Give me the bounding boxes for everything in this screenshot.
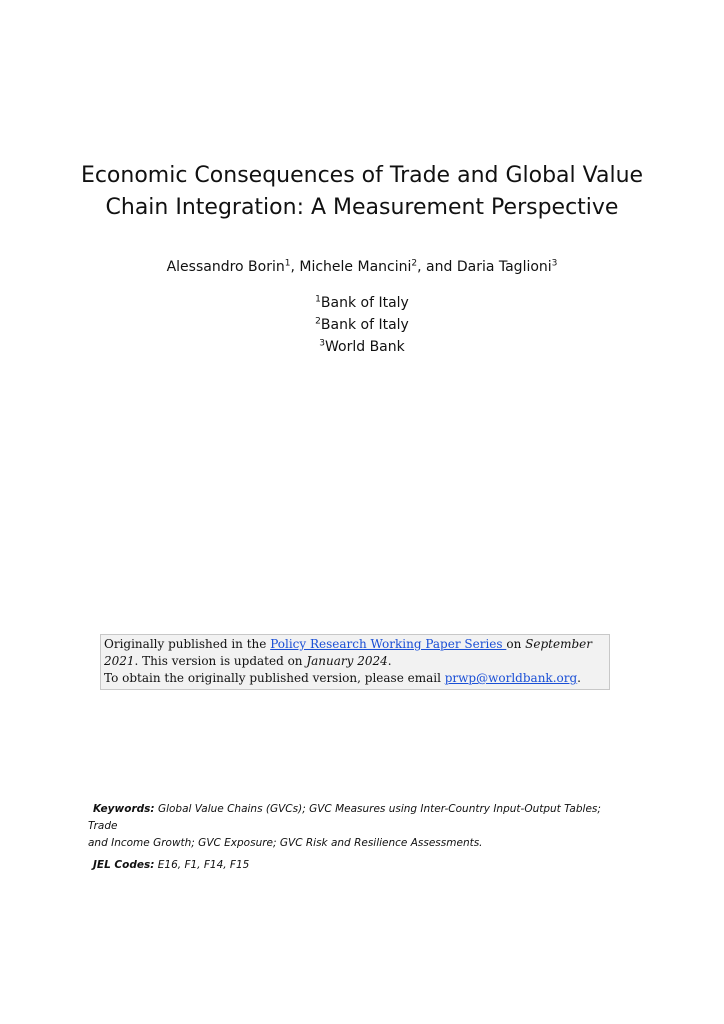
affiliation-mark: 1 — [315, 294, 321, 305]
published-date: September — [525, 637, 592, 651]
affiliation-name: Bank of Italy — [320, 317, 409, 333]
title-line-2: Chain Integration: A Measurement Perspective — [105, 195, 619, 220]
publication-note-box — [100, 634, 610, 690]
affiliation-item — [0, 336, 724, 358]
jel-label: JEL Codes: — [93, 859, 155, 871]
affiliation-list — [0, 292, 724, 358]
author-separator: , — [290, 259, 300, 275]
updated-date: January 2024 — [306, 654, 388, 668]
author-mark: 3 — [551, 258, 558, 269]
keywords-text-line-2: and Income Growth; GVC Exposure; GVC Risk and Resilience Assessments. — [88, 837, 483, 849]
pubnote-text: . — [577, 671, 581, 685]
title-line-1: Economic Consequences of Trade and Global Value — [80, 163, 644, 188]
pubnote-text: . This version is updated on — [134, 654, 307, 668]
author-name: Michele Mancini — [299, 259, 412, 275]
affiliation-item — [0, 292, 724, 314]
published-year: 2021 — [104, 654, 135, 668]
affiliation-name: World Bank — [325, 339, 405, 355]
pubnote-text: Originally published in the — [104, 637, 271, 651]
jel-codes-section — [93, 857, 493, 874]
author-separator: , and — [417, 259, 457, 275]
author-mark: 1 — [284, 258, 291, 269]
pubnote-text: To obtain the originally published version, please email — [104, 671, 445, 685]
policy-research-series-link[interactable]: Policy Research Working Paper Series — [270, 637, 507, 651]
jel-codes: E16, F1, F14, F15 — [157, 859, 250, 871]
affiliation-item — [0, 314, 724, 336]
email-link[interactable]: prwp@worldbank.org — [444, 671, 578, 685]
keywords-section — [88, 801, 633, 852]
affiliation-name: Bank of Italy — [320, 295, 409, 311]
author-name: Daria Taglioni — [456, 259, 552, 275]
paper-title — [0, 160, 724, 224]
author-name: Alessandro Borin — [166, 259, 285, 275]
author-mark: 2 — [411, 258, 418, 269]
affiliation-mark: 3 — [319, 338, 325, 349]
affiliation-mark: 2 — [315, 316, 321, 327]
pubnote-text: on — [506, 637, 526, 651]
keywords-label: Keywords: — [93, 803, 155, 815]
author-list — [0, 257, 724, 277]
pubnote-text: . — [387, 654, 392, 668]
keywords-text-line-1: Global Value Chains (GVCs); GVC Measures using Inter-Country Input-Output Tables; Trade — [88, 803, 601, 832]
